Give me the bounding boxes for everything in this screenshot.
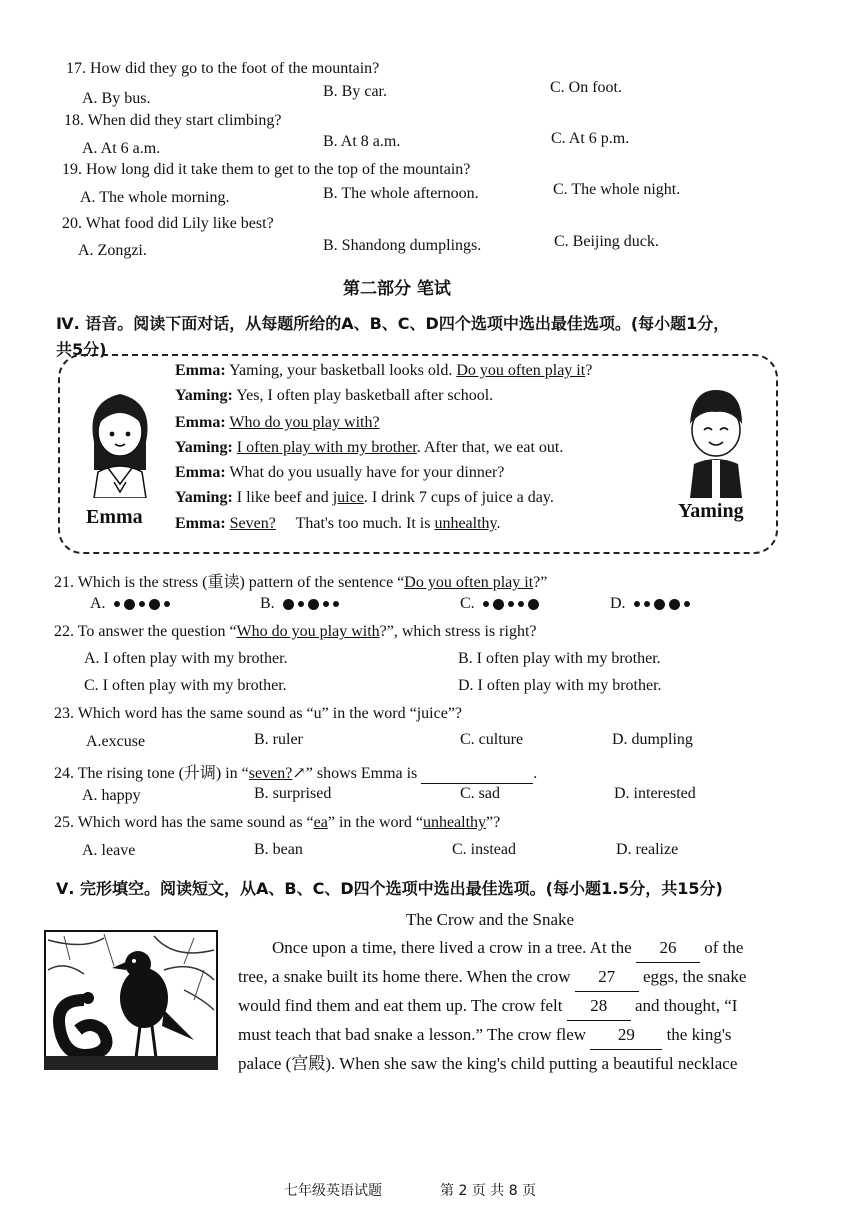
q23-option-d[interactable]: D. dumpling (612, 731, 693, 748)
dialogue-line-7: Emma: Seven? That's too much. It is unhealthy. (175, 515, 501, 532)
question-23: 23. Which word has the same sound as “u” in the word “juice”? (54, 705, 463, 722)
q22-option-c[interactable]: C. I often play with my brother. (84, 677, 287, 694)
part2-title: 第二部分 笔试 (343, 279, 451, 299)
q25-option-a[interactable]: A. leave (82, 842, 136, 859)
yaming-illustration (676, 380, 756, 498)
dialogue-line-3: Emma: Who do you play with? (175, 414, 380, 431)
blank-29[interactable]: 29 (590, 1020, 662, 1050)
q24-option-c[interactable]: C. sad (460, 785, 500, 802)
question-22: 22. To answer the question “Who do you play with?”, which stress is right? (54, 623, 537, 640)
question-19: 19. How long did it take them to get to the top of the mountain? (62, 161, 471, 178)
question-20: 20. What food did Lily like best? (62, 215, 274, 232)
q19-option-c[interactable]: C. The whole night. (553, 181, 681, 198)
dialogue-line-4: Yaming: I often play with my brother. After that, we eat out. (175, 439, 564, 456)
q21-option-c[interactable]: C. (460, 595, 543, 613)
question-21: 21. Which is the stress (重读) pattern of the sentence “Do you often play it?” (54, 574, 548, 591)
q18-option-c[interactable]: C. At 6 p.m. (551, 130, 630, 147)
footer-subject: 七年级英语试题 (284, 1183, 382, 1199)
blank-26[interactable]: 26 (636, 933, 700, 963)
q23-option-b[interactable]: B. ruler (254, 731, 303, 748)
passage-line-5: palace (宫殿). When she saw the king's child putting a beautiful necklace (238, 1054, 738, 1073)
emma-illustration (80, 380, 160, 498)
yaming-label: Yaming (678, 500, 744, 522)
q25-option-c[interactable]: C. instead (452, 841, 516, 858)
story-title: The Crow and the Snake (406, 910, 575, 929)
q20-option-c[interactable]: C. Beijing duck. (554, 233, 659, 250)
passage-line-1: Once upon a time, there lived a crow in a tree. At the 26 of the (272, 933, 743, 963)
passage-line-2: tree, a snake built its home there. When the crow 27 eggs, the snake (238, 962, 746, 992)
blank-28[interactable]: 28 (567, 991, 631, 1021)
blank-27[interactable]: 27 (575, 962, 639, 992)
dialogue-line-2: Yaming: Yes, I often play basketball after school. (175, 387, 494, 404)
question-17: 17. How did they go to the foot of the mountain? (66, 60, 380, 77)
q17-option-a[interactable]: A. By bus. (82, 90, 151, 107)
q22-option-a[interactable]: A. I often play with my brother. (84, 650, 288, 667)
passage-line-4: must teach that bad snake a lesson.” The crow flew 29 the king's (238, 1020, 732, 1050)
q23-option-a[interactable]: A.excuse (86, 733, 146, 750)
question-18: 18. When did they start climbing? (64, 112, 282, 129)
q20-option-b[interactable]: B. Shandong dumplings. (323, 237, 482, 254)
rising-arrow-icon: ↗ (292, 765, 306, 782)
q18-option-b[interactable]: B. At 8 a.m. (323, 133, 401, 150)
section4-title-cont: 共5分) (56, 340, 107, 359)
q25-option-b[interactable]: B. bean (254, 841, 303, 858)
dialogue-line-5: Emma: What do you usually have for your dinner? (175, 464, 505, 481)
q17-option-c[interactable]: C. On foot. (550, 79, 622, 96)
q21-option-b[interactable]: B. (260, 595, 343, 613)
q21-option-a[interactable]: A. (90, 595, 174, 613)
q24-answer-blank[interactable] (421, 765, 533, 784)
question-24: 24. The rising tone (升调) in “seven?↗” shows Emma is . (54, 765, 538, 782)
q21-option-d[interactable]: D. (610, 595, 694, 613)
dialogue-line-1: Emma: Yaming, your basketball looks old. Do you often play it? (175, 362, 593, 379)
footer-page-number: 第 2 页 共 8 页 (440, 1183, 537, 1199)
q24-option-a[interactable]: A. happy (82, 787, 141, 804)
q20-option-a[interactable]: A. Zongzi. (78, 242, 147, 259)
q17-option-b[interactable]: B. By car. (323, 83, 387, 100)
q18-option-a[interactable]: A. At 6 a.m. (82, 140, 161, 157)
passage-line-3: would find them and eat them up. The crow felt 28 and thought, “I (238, 991, 737, 1021)
q24-option-b[interactable]: B. surprised (254, 785, 332, 802)
q25-option-d[interactable]: D. realize (616, 841, 679, 858)
section4-title: Ⅳ. 语音。阅读下面对话，从每题所给的A、B、C、D四个选项中选出最佳选项。(每小题1分， (56, 314, 730, 333)
q22-option-b[interactable]: B. I often play with my brother. (458, 650, 661, 667)
emma-label: Emma (86, 506, 143, 528)
q24-option-d[interactable]: D. interested (614, 785, 696, 802)
q19-option-a[interactable]: A. The whole morning. (80, 189, 230, 206)
crow-snake-illustration (44, 930, 218, 1070)
question-25: 25. Which word has the same sound as “ea” in the word “unhealthy”? (54, 814, 501, 831)
dialogue-line-6: Yaming: I like beef and juice. I drink 7 cups of juice a day. (175, 489, 554, 506)
q22-option-d[interactable]: D. I often play with my brother. (458, 677, 662, 694)
q19-option-b[interactable]: B. The whole afternoon. (323, 185, 479, 202)
section5-title: Ⅴ. 完形填空。阅读短文，从A、B、C、D四个选项中选出最佳选项。(每小题1.5分，共15分) (56, 879, 723, 898)
q23-option-c[interactable]: C. culture (460, 731, 524, 748)
